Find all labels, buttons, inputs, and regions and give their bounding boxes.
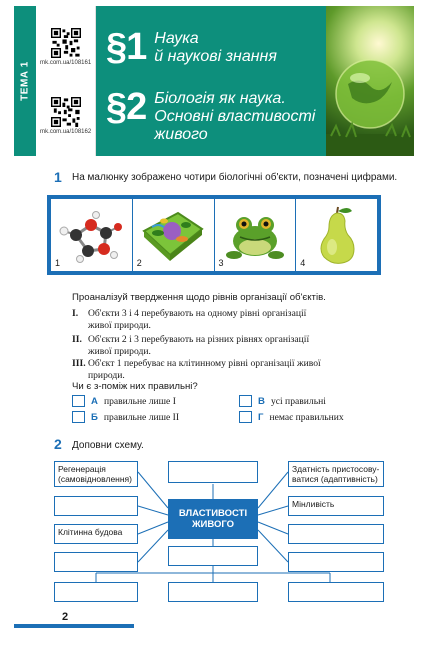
answer-checkbox[interactable] [239,395,252,407]
page-number: 2 [62,611,69,623]
cell-text: Регенерація [58,464,106,474]
center-text: ЖИВОГО [191,519,235,530]
qr-code-icon[interactable] [51,28,81,58]
statements-intro: Проаналізуй твердження щодо рівнів організації об'єктів. [72,292,326,303]
scheme-cell-variability[interactable] [288,496,384,516]
paragraph-title-text [154,90,315,144]
scheme-cell-empty-bottom-right[interactable] [288,582,384,602]
statement-1 [72,308,392,332]
task-1-instruction: На малюнку зображено чотири біологічні об'єкти, позначені цифрами. [72,172,398,183]
object-number: 4 [300,258,306,268]
option-text: усі правильні [270,395,326,407]
scheme-cell-empty-left-2[interactable] [54,496,138,516]
molecule-icon [56,205,126,265]
object-number: 1 [55,258,61,268]
topic-label: ТЕМА 1 [19,61,31,101]
cell-text: ватися (адаптивність) [292,474,378,484]
qr-url-2[interactable]: rnk.com.ua/108162 [39,128,92,135]
answer-checkbox[interactable] [72,411,85,423]
statement-text: живої природи. [88,320,151,331]
statement-text: живої природи. [88,346,151,357]
scheme-cell-regeneration[interactable] [54,461,138,487]
cell-text: (самовідновлення) [58,474,132,484]
option-letter: Г [258,411,264,423]
answer-checkbox[interactable] [239,411,252,423]
paragraph-title-text [154,30,277,66]
scheme-cell-adaptability[interactable] [288,461,384,487]
globe-icon [326,6,414,156]
option-text: правильне лише I [103,395,176,407]
title-line: Наука [154,30,199,47]
statement-roman-numeral: III. [72,358,86,369]
center-text: ВЛАСТИВОСТІ [178,508,248,519]
frog-icon [220,205,290,265]
scheme-cell-empty-bottom-center[interactable] [168,546,258,566]
object-number: 2 [136,258,142,268]
qr-code-icon[interactable] [51,97,81,127]
cell-text: Здатність пристосову- [292,464,380,474]
statement-roman-numeral: I. [72,308,79,319]
object-1-molecule [51,199,133,271]
scheme-cell-empty-right-3[interactable] [288,524,384,544]
qr-block-2[interactable] [40,97,91,135]
green-globe-image [326,6,414,156]
cell-text: Мінливість [292,499,335,509]
paragraph-1-title [106,28,277,66]
option-text: немає правильних [269,411,344,423]
plant-cell-icon [138,205,208,265]
page-footer-bar [14,624,134,628]
title-line: Основні властивості [154,108,316,125]
objects-picture-strip [47,195,381,275]
statement-3 [72,358,392,382]
answer-option-d[interactable] [239,411,344,423]
topic-label-strip [14,6,36,156]
title-line: живого [154,126,208,143]
cell-text: Клітинна будова [58,527,123,537]
object-2-plant-cell [133,199,215,271]
object-number: 3 [218,258,224,268]
paragraph-sign: §2 [106,86,147,128]
scheme-cell-empty-bottom-left[interactable] [54,582,138,602]
object-4-pear [296,199,377,271]
statement-text: природи. [88,370,125,381]
statement-text: Об'єкти 2 і 3 перебувають на різних рівнях організації [88,334,310,345]
qr-block-1[interactable] [40,28,91,66]
scheme-cell-empty-bottom-mid[interactable] [168,582,258,602]
answer-option-c[interactable] [239,395,326,407]
chapter-header [14,6,414,156]
task-2-instruction: Доповни схему. [72,440,144,451]
option-letter: В [258,395,265,407]
paragraph-sign: §1 [106,26,147,68]
scheme-cell-empty-left-4[interactable] [54,552,138,572]
scheme-cell-empty-top[interactable] [168,461,258,483]
scheme-cell-cellular-structure[interactable] [54,524,138,544]
statement-2 [72,334,392,358]
pear-icon [302,203,372,267]
qr-url-1[interactable]: rnk.com.ua/108161 [39,59,92,66]
title-line: Біологія як наука. [154,90,286,107]
object-3-frog [215,199,297,271]
qr-column [36,6,96,156]
answer-option-b[interactable] [72,411,179,423]
paragraph-2-title [106,88,315,144]
answer-option-a[interactable] [72,395,176,407]
question-text: Чи є з-поміж них правильні? [72,381,198,392]
option-text: правильне лише II [103,411,180,423]
statement-roman-numeral: II. [72,334,82,345]
scheme-cell-empty-right-4[interactable] [288,552,384,572]
title-line: й наукові знання [154,48,277,65]
title-area [96,6,326,156]
task-1-number: 1 [54,169,62,185]
statement-text: Об'єкти 3 і 4 перебувають на одному рівні організації [88,308,307,319]
properties-of-living-center [168,499,258,539]
task-2-number: 2 [54,436,62,452]
statement-text: Об'єкт 1 перебуває на клітинному рівні організації живої [88,358,321,369]
option-letter: А [91,395,98,407]
answer-checkbox[interactable] [72,395,85,407]
option-letter: Б [91,411,98,423]
